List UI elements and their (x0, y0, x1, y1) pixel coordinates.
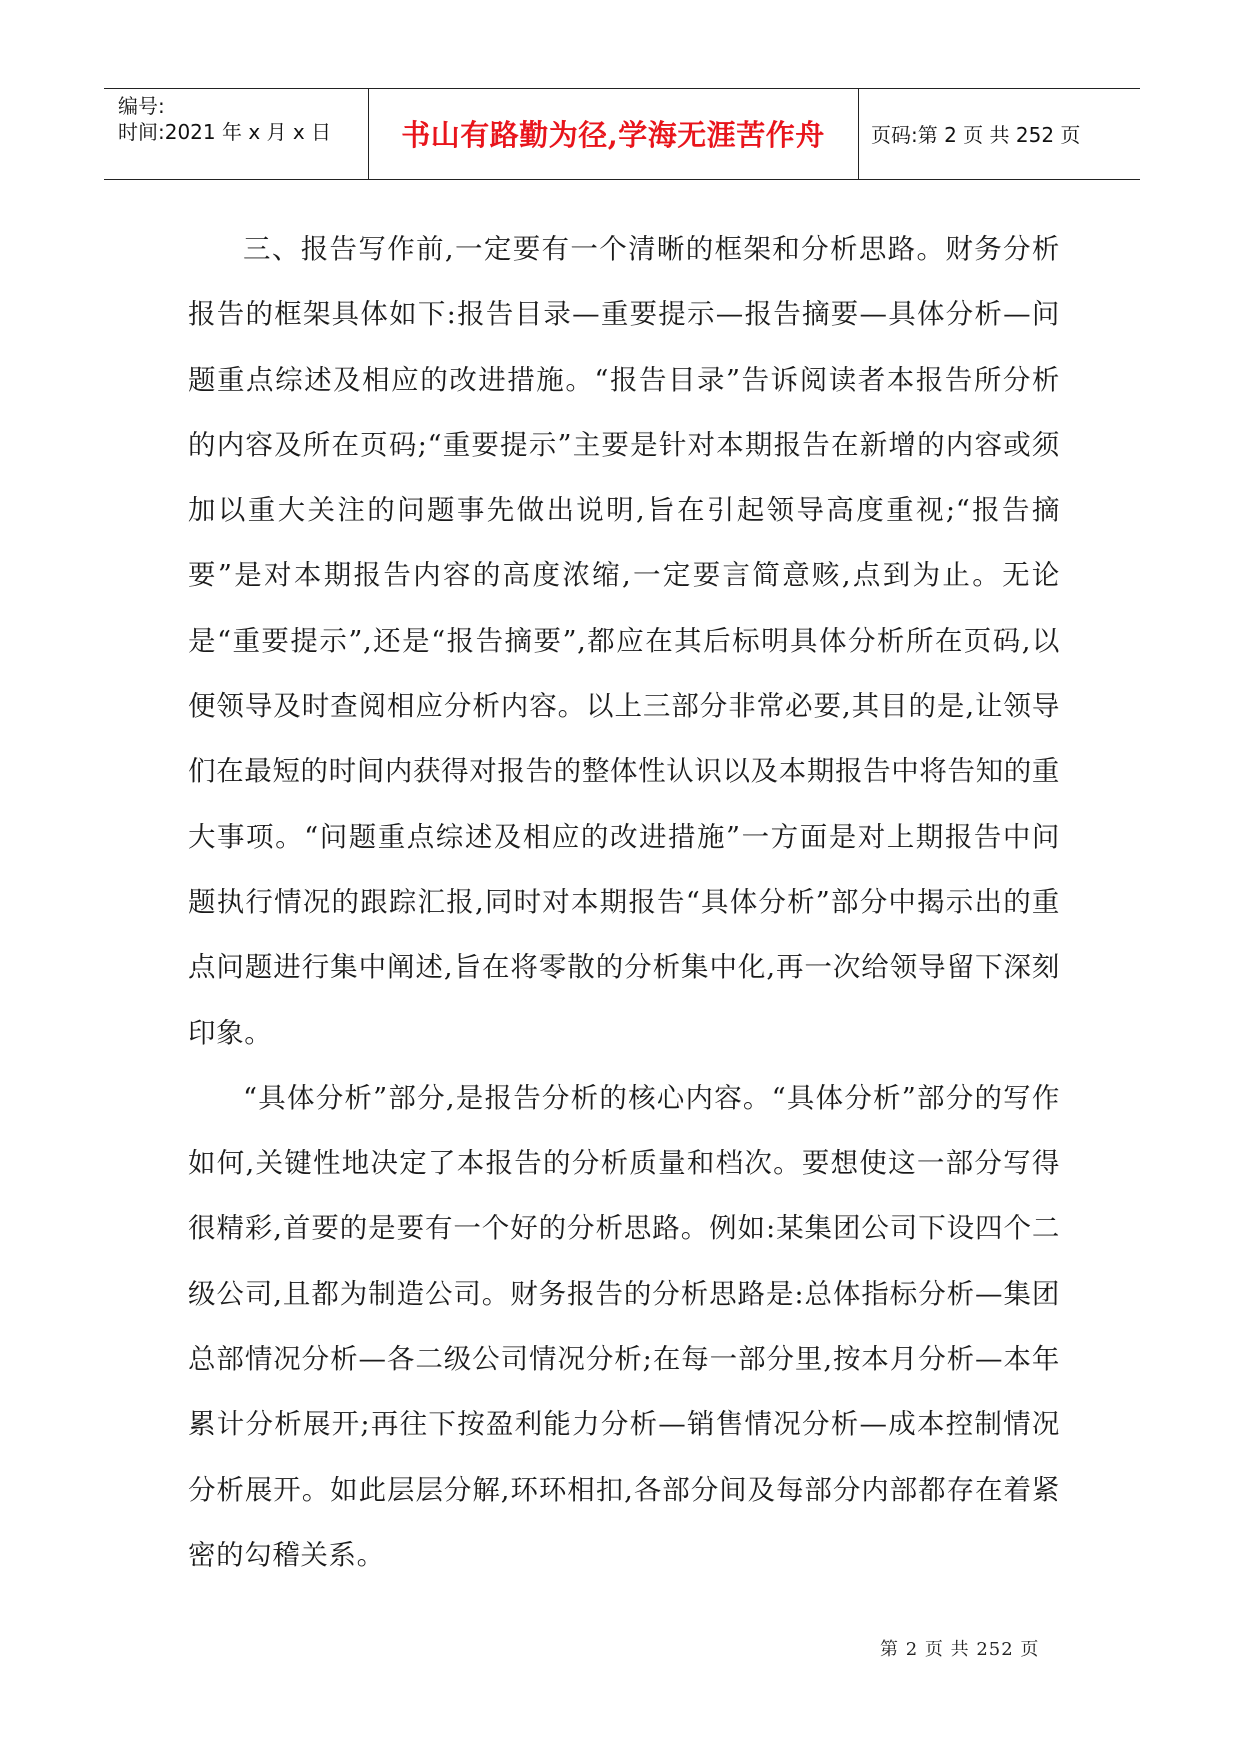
body-paragraph-1: 三、报告写作前,一定要有一个清晰的框架和分析思路。财务分析报告的框架具体如下:报告目录—重要提示—报告摘要—具体分析—问题重点综述及相应的改进措施。“报告目录”告诉阅读者本报告所分析的内容及所在页码;“重要提示”主要是针对本期报告在新增的内容或须加以重大关注的问题事先做出说明,旨在引起领导高度重视;“报告摘要”是对本期报告内容的高度浓缩,一定要言简意赅,点到为止。无论是“重要提示”,还是“报告摘要”,都应在其后标明具体分析所在页码,以便领导及时查阅相应分析内容。以上三部分非常必要,其目的是,让领导们在最短的时间内获得对报告的整体性认识以及本期报告中将告知的重大事项。“问题重点综述及相应的改进措施”一方面是对上期报告中问题执行情况的跟踪汇报,同时对本期报告“具体分析”部分中揭示出的重点问题进行集中阐述,旨在将零散的分析集中化,再一次给领导留下深刻印象。 (188, 233, 1060, 1049)
header-page-info: 页码:第 2 页 共 252 页 (871, 123, 1081, 147)
document-body (188, 217, 1060, 1588)
date-label: 时间:2021 年 x 月 x 日 (118, 120, 332, 144)
body-paragraph-2: “具体分析”部分,是报告分析的核心内容。“具体分析”部分的写作如何,关键性地决定了本报告的分析质量和档次。要想使这一部分写得很精彩,首要的是要有一个好的分析思路。例如:某集团公司下设四个二级公司,且都为制造公司。财务报告的分析思路是:总体指标分析—集团总部情况分析—各二级公司情况分析;在每一部分里,按本月分析—本年累计分析展开;再往下按盈利能力分析—销售情况分析—成本控制情况分析展开。如此层层分解,环环相扣,各部分间及每部分内部都存在着紧密的勾稽关系。 (188, 1081, 1060, 1571)
page-header (104, 88, 1140, 180)
page-footer: 第 2 页 共 252 页 (880, 1639, 1040, 1660)
header-meta (118, 93, 331, 145)
serial-label: 编号: (118, 94, 165, 118)
header-divider-right (858, 89, 859, 179)
header-motto: 书山有路勤为径,学海无涯苦作舟 (401, 118, 825, 152)
